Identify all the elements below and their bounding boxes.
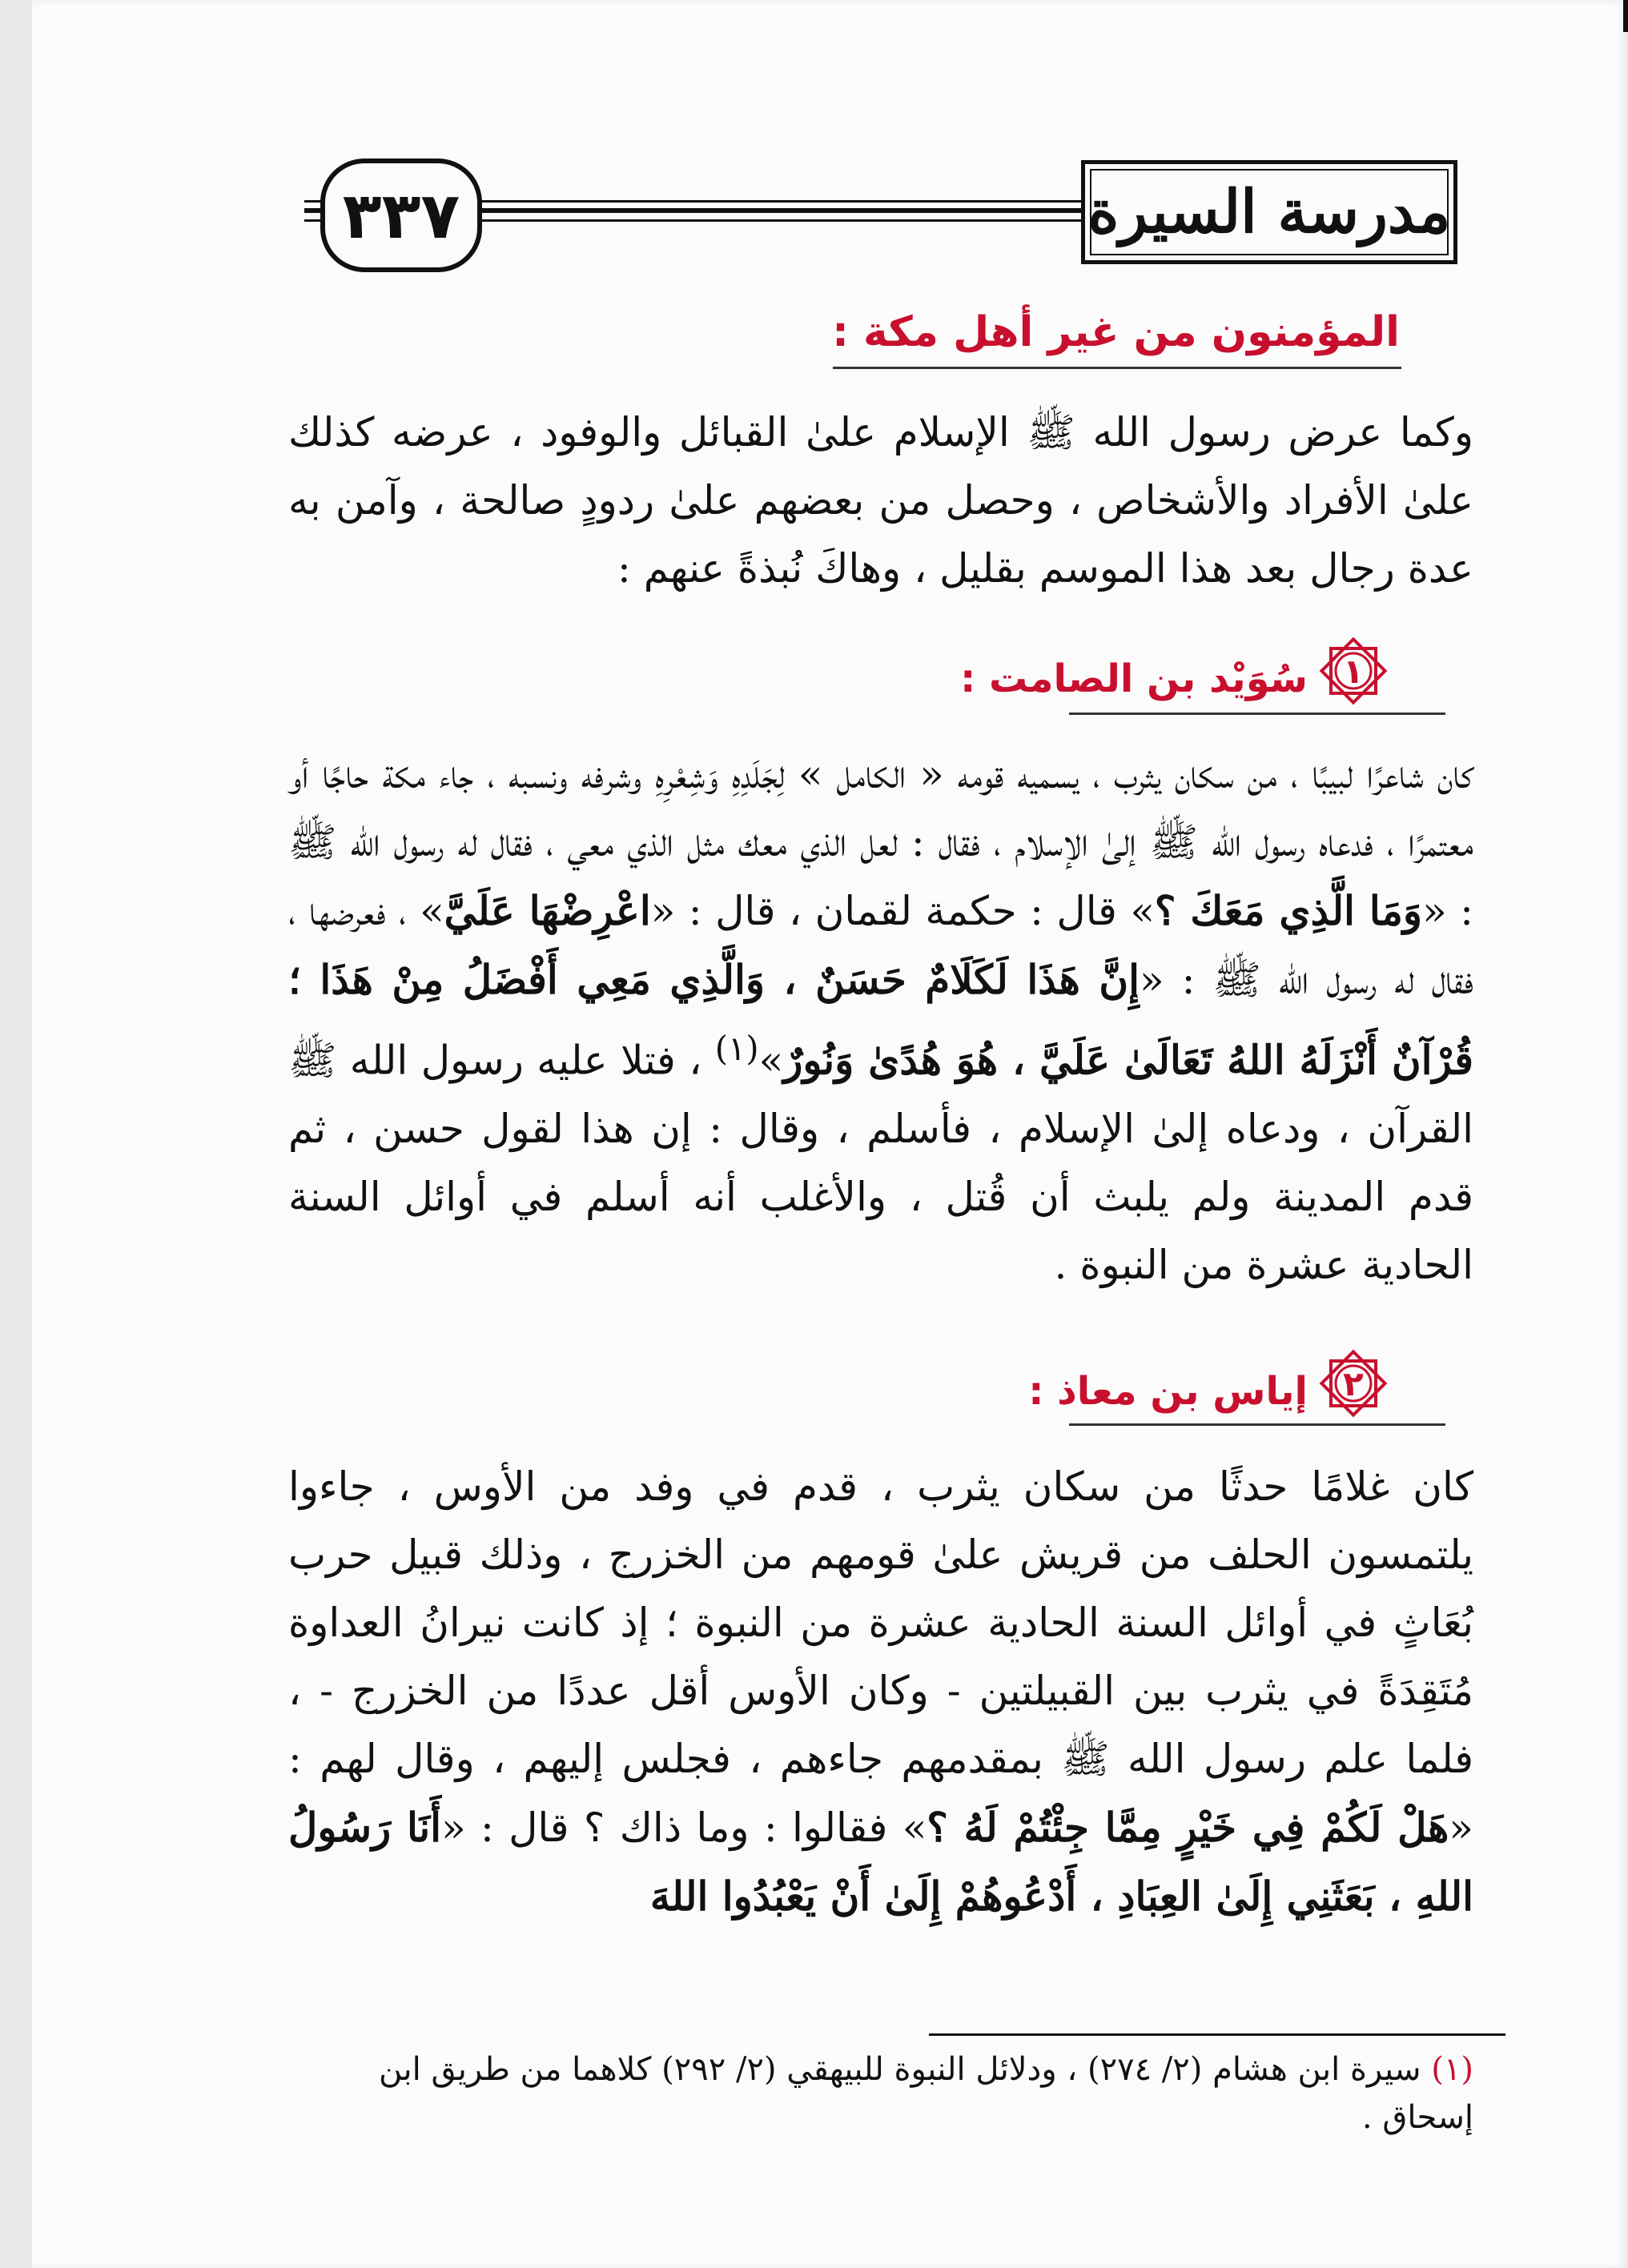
section-number: ٢ bbox=[1343, 1363, 1364, 1403]
book-title: مدرسة السيرة bbox=[1081, 160, 1457, 264]
section-2-paragraph bbox=[288, 1453, 1473, 1931]
section-number: ١ bbox=[1343, 651, 1364, 691]
footnote bbox=[296, 2045, 1473, 2142]
intro-paragraph: وكما عرض رسول الله ﷺ الإسلام علىٰ القبائل والوفود ، عرضه كذلك علىٰ الأفراد والأشخاص ، وحصل من بعضهم علىٰ ردودٍ صالحة ، وآمن به عدة رجال بعد هذا الموسم بقليل ، وهاكَ نُبذةً عنهم : bbox=[288, 409, 1473, 592]
hadith-text: إِنَّ هَذَا لَكَلَامٌ حَسَنٌ ، وَالَّذِي مَعِي أَفْضَلُ مِنْ هَذَا ؛ قُرْآنٌ أَنْزَلَهُ اللهُ تَعَالَىٰ عَلَيَّ ، هُوَ هُدًىٰ وَنُورٌ bbox=[288, 956, 1473, 1084]
section-number-badge bbox=[1315, 632, 1392, 709]
scan-edge bbox=[1623, 0, 1628, 32]
page-header bbox=[304, 152, 1457, 272]
hadith-text: هَلْ لَكُمْ فِي خَيْرٍ مِمَّا جِئْتُمْ لَهُ ؟ bbox=[927, 1804, 1449, 1851]
text-run: » فقالوا : وما ذاك ؟ قال : « bbox=[441, 1804, 927, 1851]
heading-underline bbox=[1069, 713, 1445, 715]
footnote-ref: (١) bbox=[714, 1029, 759, 1068]
hadith-text: اعْرِضْهَا عَلَيَّ bbox=[444, 887, 651, 934]
footnote-text: سيرة ابن هشام (٢/ ٢٧٤) ، ودلائل النبوة للبيهقي (٢/ ٢٩٢) كلاهما من طريق ابن إسحاق . bbox=[379, 2051, 1473, 2136]
page-number: ٣٣٧ bbox=[320, 159, 482, 272]
heading-underline bbox=[1069, 1423, 1445, 1426]
hadith-text: أَنَا رَسُولُ اللهِ ، بَعَثَنِي إِلَىٰ العِبَادِ ، أَدْعُوهُمْ إِلَىٰ أَنْ يَعْبُدُوا اللهَ bbox=[288, 1804, 1473, 1920]
section-1-paragraph bbox=[288, 741, 1473, 1299]
footnote-number: (١) bbox=[1431, 2051, 1473, 2088]
book-page bbox=[32, 0, 1628, 2268]
text-run: » bbox=[758, 1037, 784, 1084]
section-number-badge bbox=[1315, 1345, 1392, 1422]
text-run: » قال : حكمة لقمان ، قال : « bbox=[650, 888, 1155, 934]
section-heading-main: المؤمنون من غير أهل مكة : bbox=[832, 308, 1400, 356]
text-run: » ، فعرضها ، فقال له رسول الله ﷺ : « bbox=[288, 888, 1473, 1003]
section-heading-2: إياس بن معاذ : bbox=[1028, 1369, 1308, 1414]
text-run: كان غلامًا حدثًا من سكان يثرب ، قدم في وفد من الأوس ، جاءوا يلتمسون الحلف من قريش علىٰ قومهم من الخزرج ، وذلك قبيل حرب بُعَاثٍ في أوائل السنة الحادية عشرة من النبوة ؛ إذ كانت نيرانُ العداوة مُتَقِدَةً في يثرب بين القبيلتين - وكان الأوس أقل عددًا من الخزرج - ، فلما علم رسول الله ﷺ بمقدمهم جاءهم ، فجلس إليهم ، وقال لهم : « bbox=[288, 1463, 1473, 1851]
hadith-text: وَمَا الَّذِي مَعَكَ ؟ bbox=[1154, 887, 1423, 934]
footnote-rule bbox=[929, 2033, 1505, 2036]
section-heading-1: سُوَيْد بن الصامت : bbox=[960, 656, 1308, 701]
text-run: ، فتلا عليه رسول الله ﷺ القرآن ، ودعاه إلىٰ الإسلام ، فأسلم ، وقال : إن هذا لقول حسن ، ثم قدم المدينة ولم يلبث أن قُتل ، والأغلب أنه أسلم في أوائل السنة الحادية عشرة من النبوة . bbox=[288, 1037, 1473, 1288]
text-run: كان شاعرًا لبيبًا ، من سكان يثرب ، يسميه قومه « الكامل » لِجَلَدِهِ وَشِعْرِهِ وشرفه ونسبه ، جاء مكة حاجًا أو معتمرًا ، فدعاه رسول الله ﷺ إلىٰ الإسلام ، فقال : لعل الذي معك مثل الذي معي ، فقال له رسول الله ﷺ : « bbox=[288, 751, 1473, 934]
heading-underline bbox=[833, 367, 1401, 369]
